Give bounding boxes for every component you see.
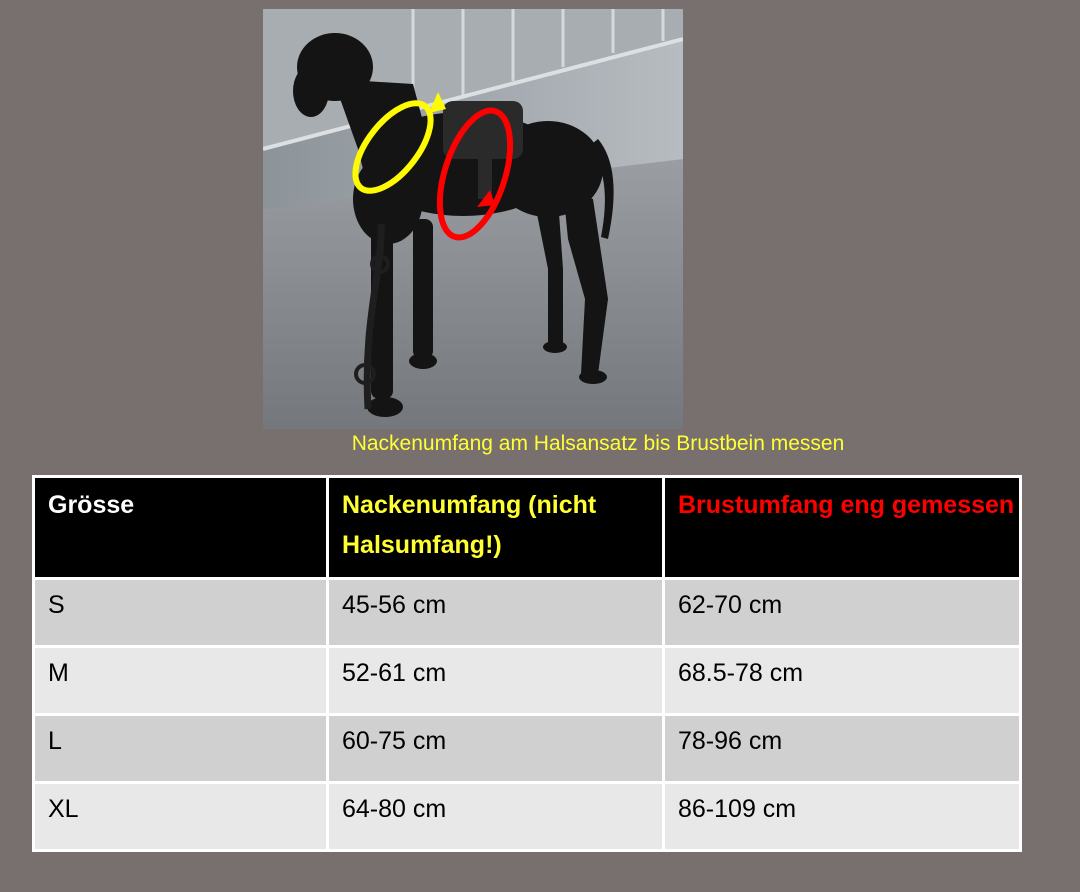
dog-harness-photo-icon [263,9,683,429]
cell-size: XL [34,783,328,851]
cell-size: M [34,647,328,715]
header-neck-circumference: Nackenumfang (nicht Halsumfang!) [328,477,664,579]
cell-size: S [34,579,328,647]
table-row [34,783,1021,851]
cell-chest: 78-96 cm [664,715,1021,783]
cell-chest: 62-70 cm [664,579,1021,647]
table-row [34,647,1021,715]
cell-neck: 45-56 cm [328,579,664,647]
cell-neck: 64-80 cm [328,783,664,851]
measurement-caption: Nackenumfang am Halsansatz bis Brustbein messen [351,432,845,455]
header-chest-circumference: Brustumfang eng gemessen [664,477,1021,579]
size-table [32,475,1022,852]
cell-chest: 68.5-78 cm [664,647,1021,715]
cell-neck: 60-75 cm [328,715,664,783]
cell-size: L [34,715,328,783]
table-header-row [34,477,1021,579]
dog-harness-photo [263,9,683,429]
header-size: Grösse [34,477,328,579]
table-row [34,715,1021,783]
cell-neck: 52-61 cm [328,647,664,715]
cell-chest: 86-109 cm [664,783,1021,851]
table-row [34,579,1021,647]
